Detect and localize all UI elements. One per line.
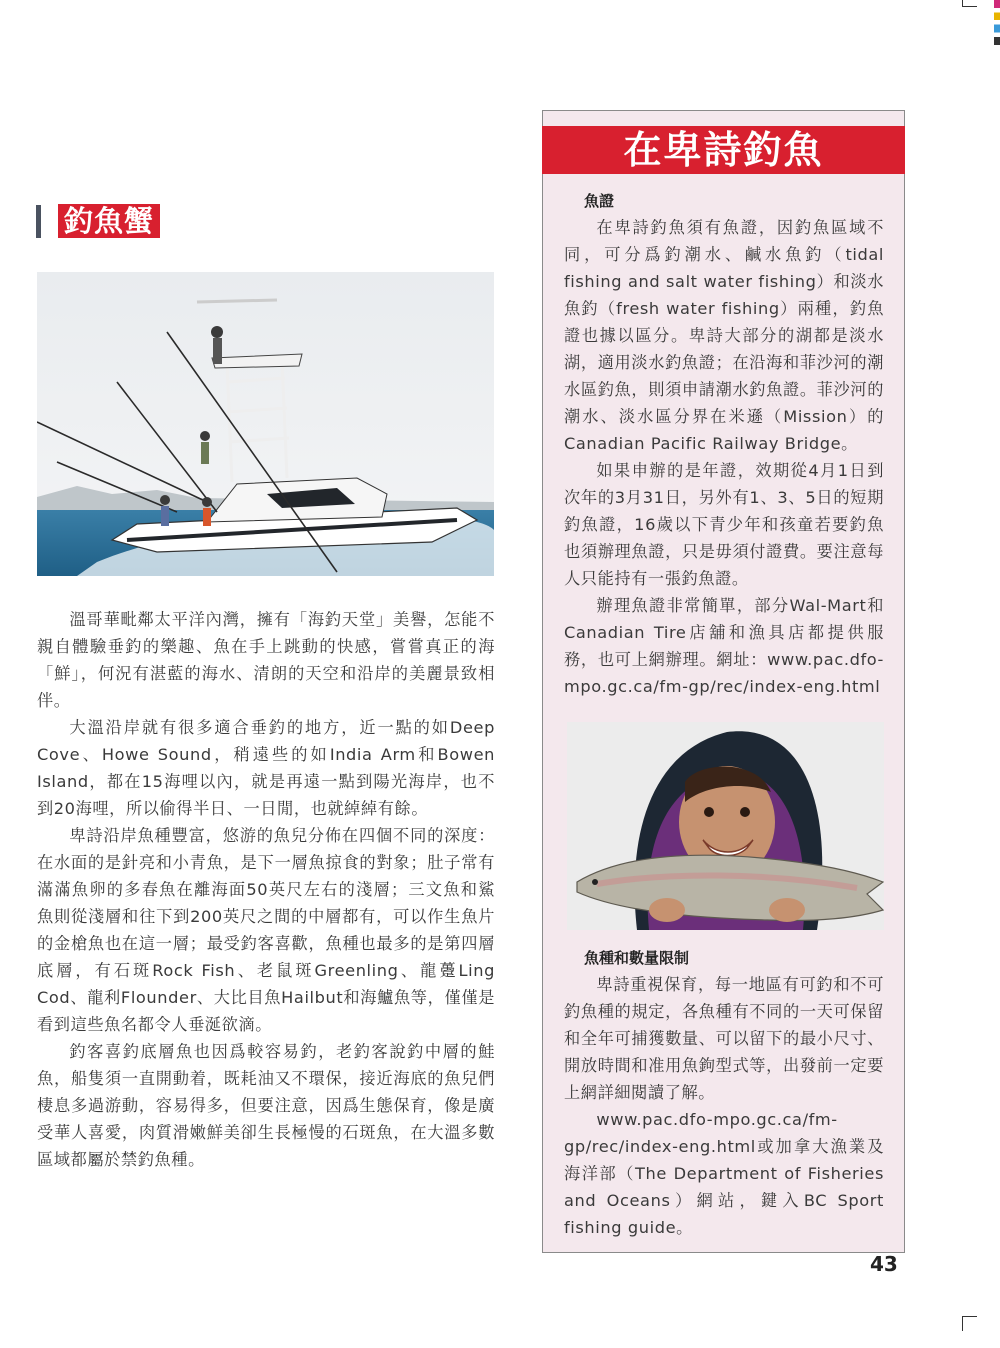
color-registration-strip (994, 0, 1000, 56)
section-title: 釣魚蟹 (58, 204, 160, 238)
sidebar-paragraph: 卑詩重視保育，每一地區有可釣和不可釣魚種的規定，各魚種有不同的一天可保留和全年可捕獲數量、可以留下的最小尺寸、開放時間和准用魚鉤型式等，出發前一定要上網詳細閱讀了解。 (564, 975, 884, 1102)
fishing-boat-photo (37, 272, 494, 576)
sidebar-paragraph: 辦理魚證非常簡單，部分Wal-Mart和Canadian Tire店舖和漁具店都提供服務，也可上網辦理。網址：www.pac.dfo-mpo.gc.ca/fm-gp/rec/index-eng.html (564, 596, 884, 696)
crop-mark-bottom (962, 1316, 977, 1331)
sidebar-paragraph: 如果申辦的是年證，效期從4月1日到次年的3月31日，另外有1、3、5日的短期釣魚證，16歲以下青少年和孩童若要釣魚也須辦理魚證，只是毋須付證費。要注意每人只能持有一張釣魚證。 (564, 461, 884, 588)
girl-holding-fish-photo (567, 722, 884, 930)
left-paragraph: 釣客喜釣底層魚也因爲較容易釣，老釣客說釣中層的鮭魚，船隻須一直開動着，既耗油又不環保，接近海底的魚兒們棲息多過游動，容易得多，但要注意，因爲生態保育，像是廣受華人喜愛，肉質滑嫩鮮美卻生長極慢的石斑魚，在大溫多數區域都屬於禁釣魚種。 (37, 1042, 495, 1169)
species-limit-heading: 魚種和數量限制 (584, 949, 690, 967)
section-marker-bar (36, 205, 41, 238)
sidebar-paragraph: 在卑詩釣魚須有魚證，因釣魚區域不同，可分爲釣潮水、鹹水魚釣（tidal fishing and salt water fishing）和淡水魚釣（fresh water fishing）兩種，釣魚證也據以區分。卑詩大部分的湖都是淡水湖，適用淡水釣魚證；在沿海和菲沙河的潮水區釣魚，則須申請潮水釣魚證。菲沙河的潮水、淡水區分界在米遜（Mission）的Canadian Pacific Railway Bridge。 (564, 218, 884, 453)
fishing-license-heading: 魚證 (584, 192, 615, 210)
page-number: 43 (870, 1252, 898, 1276)
fishing-license-text (564, 214, 884, 700)
species-limit-text (564, 971, 884, 1241)
left-article-text (37, 606, 495, 1173)
sidebar-paragraph: www.pac.dfo-mpo.gc.ca/fm-gp/rec/index-eng.html或加拿大漁業及海洋部（The Department of Fisheries and Oceans）網站，鍵入BC Sport fishing guide。 (564, 1110, 884, 1237)
sidebar-title: 在卑詩釣魚 (542, 126, 905, 174)
left-paragraph: 溫哥華毗鄰太平洋內灣，擁有「海釣天堂」美譽，怎能不親自體驗垂釣的樂趣、魚在手上跳動的快感，嘗嘗真正的海「鮮」，何況有湛藍的海水、清朗的天空和沿岸的美麗景致相伴。 (37, 610, 495, 710)
left-paragraph: 卑詩沿岸魚種豐富，悠游的魚兒分佈在四個不同的深度：在水面的是針亮和小青魚，是下一層魚掠食的對象；肚子常有滿滿魚卵的多春魚在離海面50英尺左右的淺層；三文魚和鯊魚則從淺層和往下到200英尺之間的中層都有，可以作生魚片的金槍魚也在這一層；最受釣客喜歡，魚種也最多的是第四層底層，有石斑Rock Fish、老鼠斑Greenling、龍躉Ling Cod、龍利Flounder、大比目魚Hailbut和海鱸魚等，僅僅是看到這些魚名都令人垂涎欲滴。 (37, 826, 495, 1034)
crop-mark-top (962, 0, 977, 7)
left-paragraph: 大溫沿岸就有很多適合垂釣的地方，近一點的如Deep Cove、Howe Sound，稍遠些的如India Arm和Bowen Island，都在15海哩以內，就是再遠一點到陽光海岸，也不到20海哩，所以偷得半日、一日閒，也就綽綽有餘。 (37, 718, 495, 818)
